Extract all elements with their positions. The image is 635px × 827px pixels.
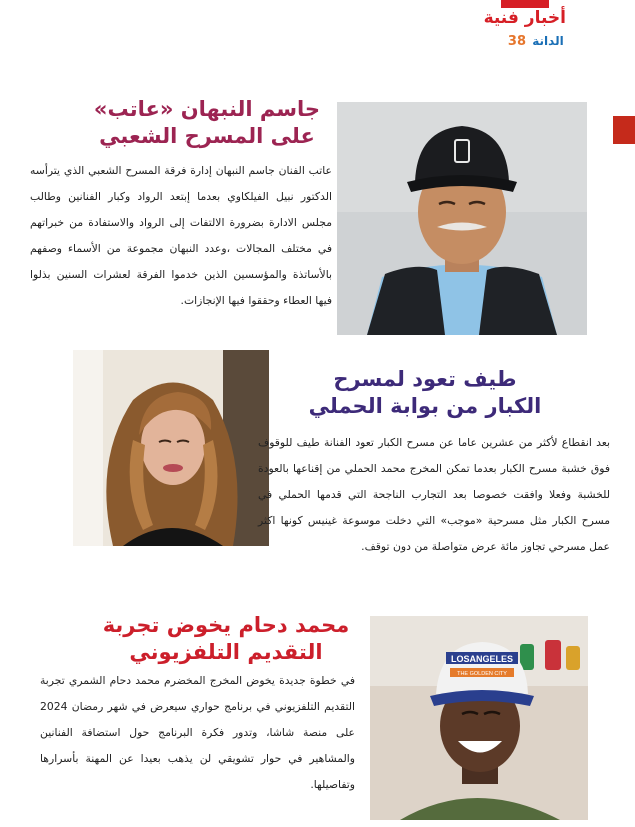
- side-tab-marker: [613, 116, 635, 144]
- article-3-title-line2: التقديم التلفزيوني: [129, 640, 323, 665]
- article-2-body: بعد انقطاع لأكثر من عشرين عاما عن مسرح الكبار تعود الفنانة طيف للوقوف فوق خشبة مسرح الكبار بعدما تمكن المخرج محمد الحملي من إقناعها بالعودة للخشبة وفعلا وافقت خصوصا بعد التجارب الناجحة التي قدمها الحملي في مسرح الكبار مثل مسرحية «موجب» التي دخلت موسوعة غينيس كونها اكثر عمل مسرحي تجاوز مائة عرض متواصلة من دون توقف.: [258, 436, 610, 553]
- article-3-title-line1: محمد دحام يخوض تجربة: [102, 613, 350, 637]
- article-1-title: [82, 96, 332, 151]
- article-1-body: عاتب الفنان جاسم النبهان إدارة فرقة المسرح الشعبي الذي يترأسه الدكتور نبيل الفيلكاوي بعدما إبتعد الرواد وكبار الفنانين وطالب مجلس الادارة بضرورة الالتفات إلى الرواد والاستفادة من خبراتهم في مختلف المجالات ،وعدد النبهان مجموعة من الأسماء وصفهم بالأساتذة والمؤسسين الذين خدموا الفرقة لعشرات السنين بذلوا فيها العطاء وحققوا فيها الإنجازات.: [30, 164, 332, 307]
- article-2-title-line2: الكبار من بوابة الحملي: [308, 394, 542, 419]
- header-accent-bar: [501, 0, 549, 8]
- magazine-brand: الدانة: [532, 34, 564, 48]
- cap-subtext: THE GOLDEN CITY: [457, 671, 507, 677]
- article-3-body: في خطوة جديدة يخوض المخرج المخضرم محمد دحام الشمري تجربة التقديم التلفزيوني في برنامج حواري سيعرض في شهر رمضان 2024 على منصة شاشا، وتدور فكرة البرنامج حول استضافة الفنانين والمشاهير في حوار تشويقي لن يذهب بعيدا عن المهنة بأسرارها وتفاصيلها.: [40, 674, 355, 791]
- section-title: أخبار فنية: [483, 8, 566, 28]
- article-2-title: [290, 366, 560, 421]
- article-1-title-line2: على المسرح الشعبي: [99, 124, 315, 149]
- article-2-title-line1: طيف تعود لمسرح: [333, 367, 517, 391]
- article-1-title-line1: جاسم النبهان «عاتب»: [93, 97, 321, 121]
- article-1-photo: [337, 102, 587, 335]
- article-3-photo: [370, 616, 588, 820]
- article-2-photo: [73, 350, 269, 546]
- cap-text: LOSANGELES: [450, 654, 514, 664]
- article-3-title: [98, 612, 354, 667]
- page-number: 38: [507, 34, 526, 49]
